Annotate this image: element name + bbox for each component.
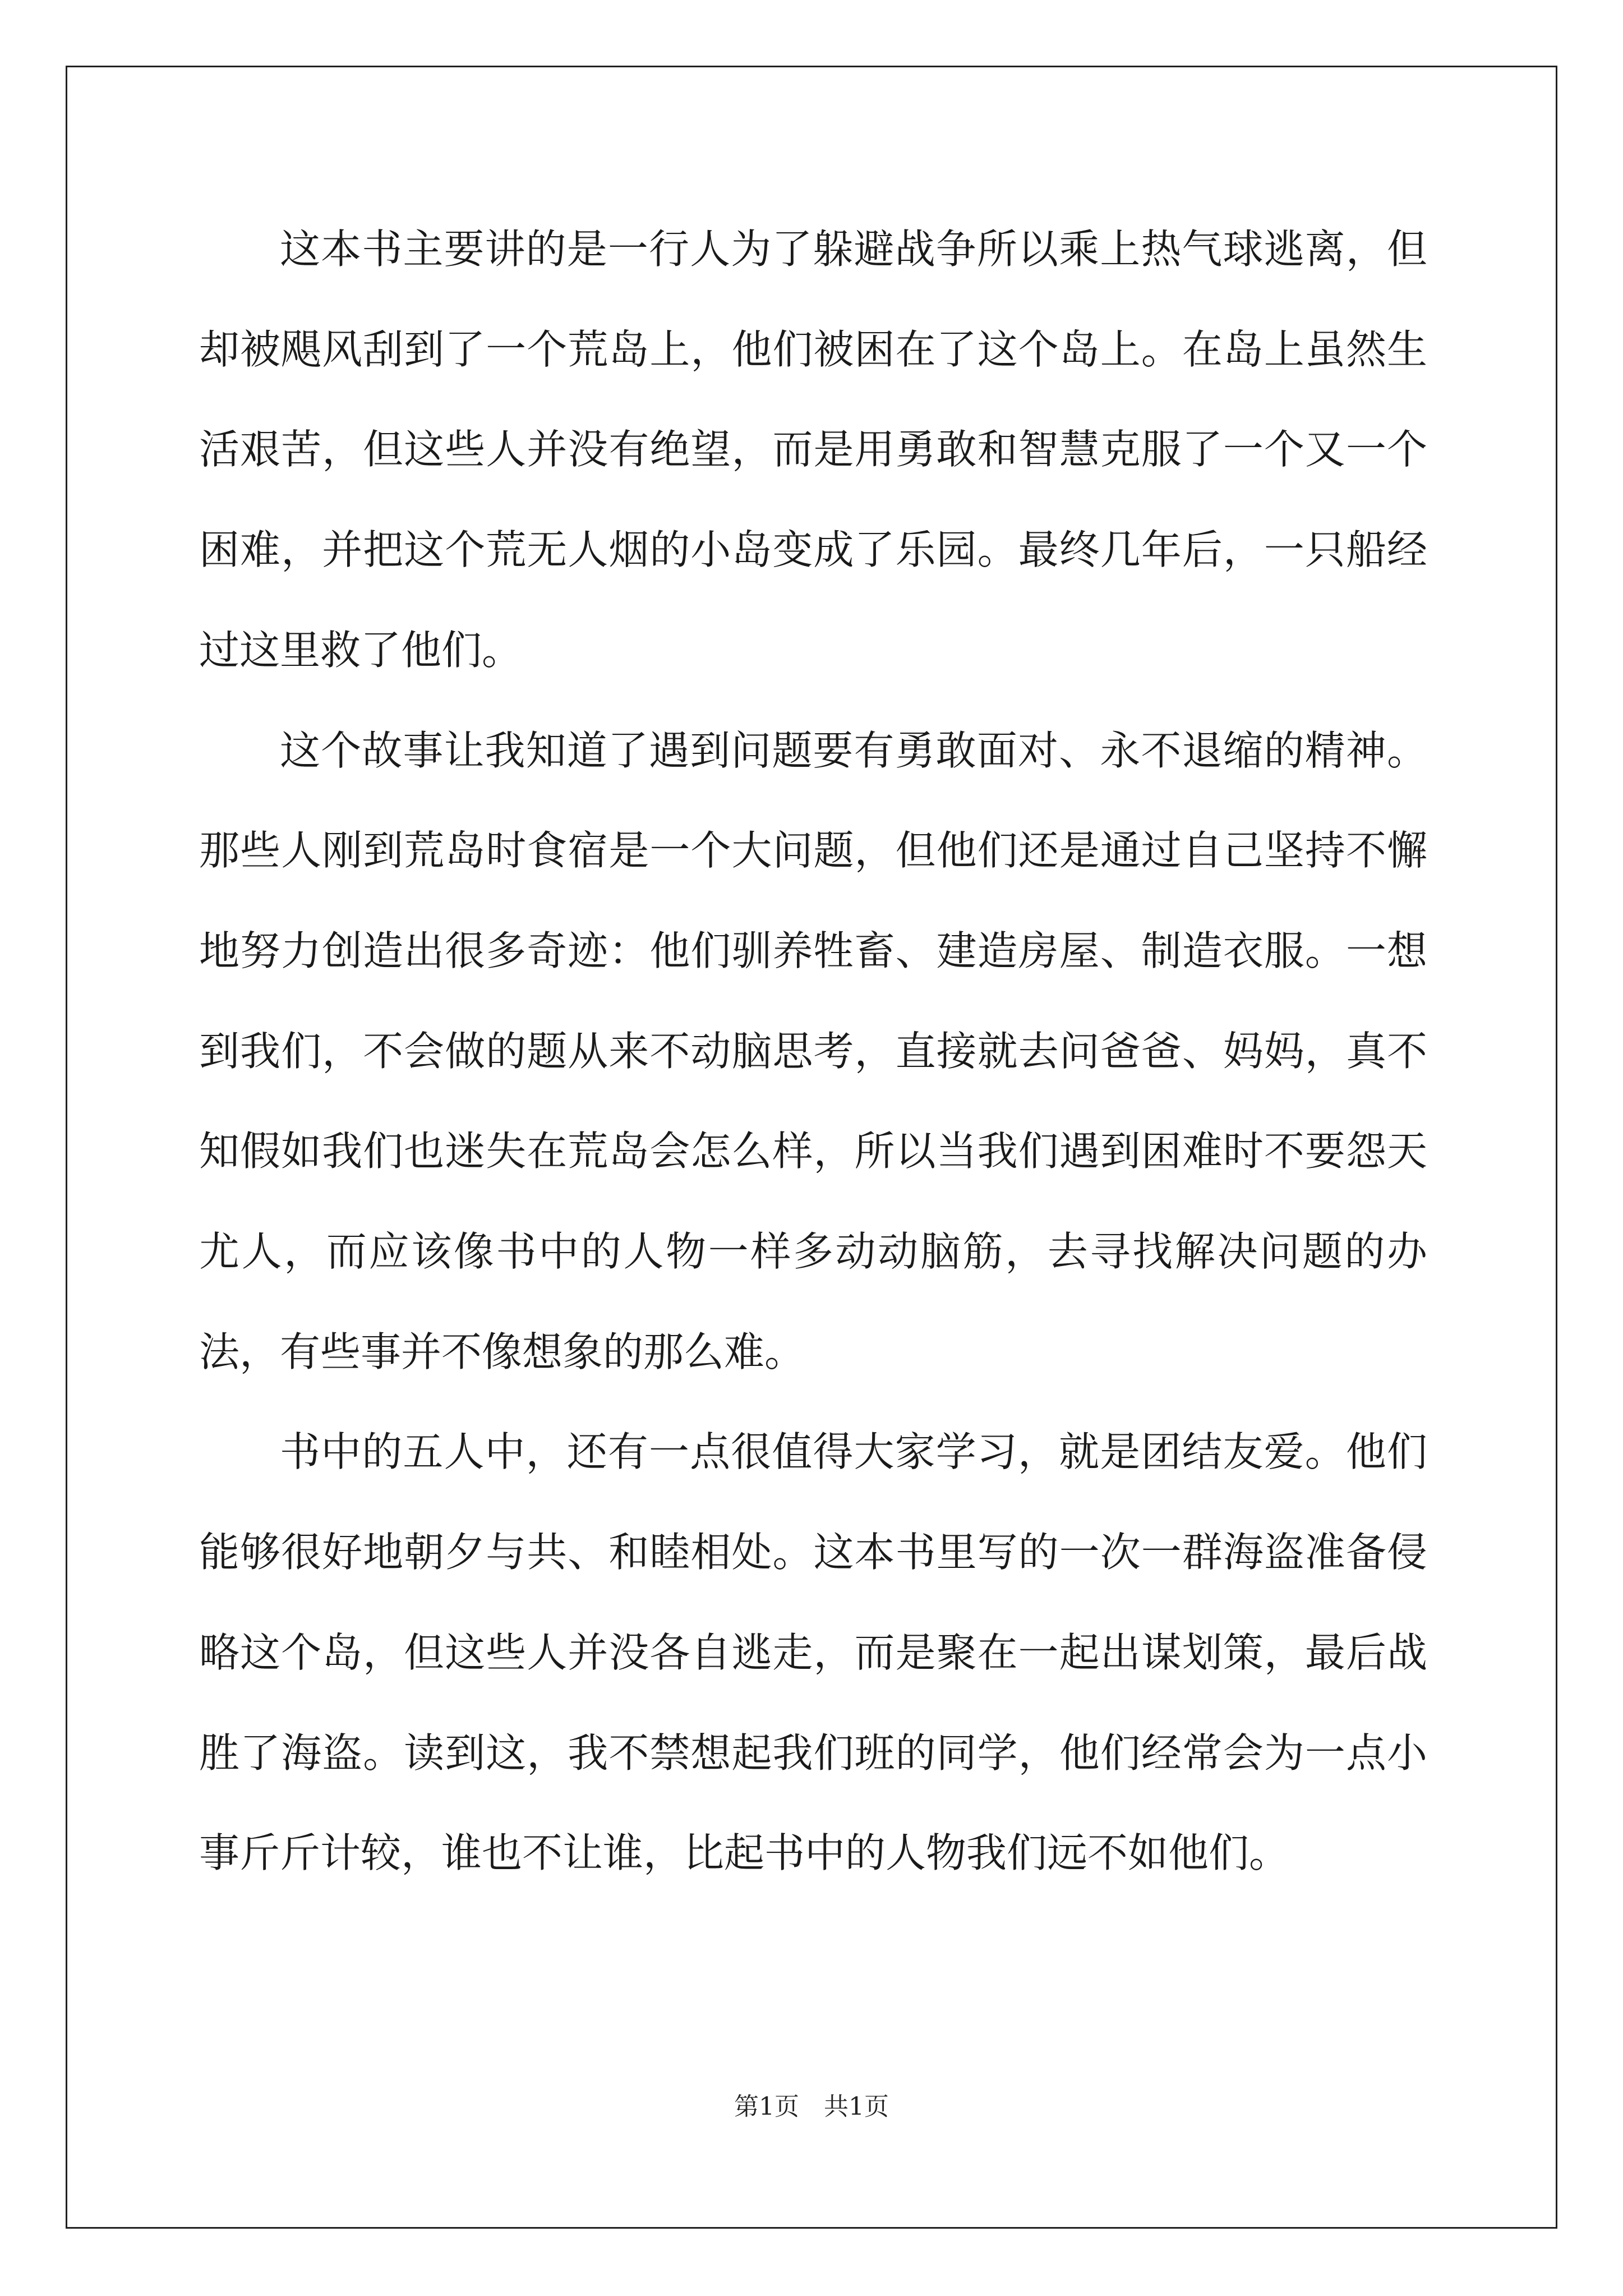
paragraph-1: 这本书主要讲的是一行人为了躲避战争所以乘上热气球逃离，但却被飓风刮到了一个荒岛上，他们被困在了这个岛上。在岛上虽然生活艰苦，但这些人并没有绝望，而是用勇敢和智慧克服了一个又一个困难，并把这个荒无人烟的小岛变成了乐园。最终几年后，一只船经过这里救了他们。 [199, 226, 1427, 674]
page-number-label: 第1页 共1页 [734, 2092, 889, 2121]
document-body [199, 199, 1427, 1903]
paragraph-3: 书中的五人中，还有一点很值得大家学习，就是团结友爱。他们能够很好地朝夕与共、和睦相处。这本书里写的一次一群海盗准备侵略这个岛，但这些人并没各自逃走，而是聚在一起出谋划策，最后战胜了海盗。读到这，我不禁想起我们班的同学，他们经常会为一点小事斤斤计较，谁也不让谁，比起书中的人物我们远不如他们。 [199, 1428, 1427, 1877]
page-footer [0, 2090, 1623, 2124]
paragraph-2: 这个故事让我知道了遇到问题要有勇敢面对、永不退缩的精神。那些人刚到荒岛时食宿是一个大问题，但他们还是通过自己坚持不懈地努力创造出很多奇迹：他们驯养牲畜、建造房屋、制造衣服。一想到我们，不会做的题从来不动脑思考，直接就去问爸爸、妈妈，真不知假如我们也迷失在荒岛会怎么样，所以当我们遇到困难时不要怨天尤人，而应该像书中的人物一样多动动脑筋，去寻找解决问题的办法，有些事并不像想象的那么难。 [199, 726, 1427, 1375]
